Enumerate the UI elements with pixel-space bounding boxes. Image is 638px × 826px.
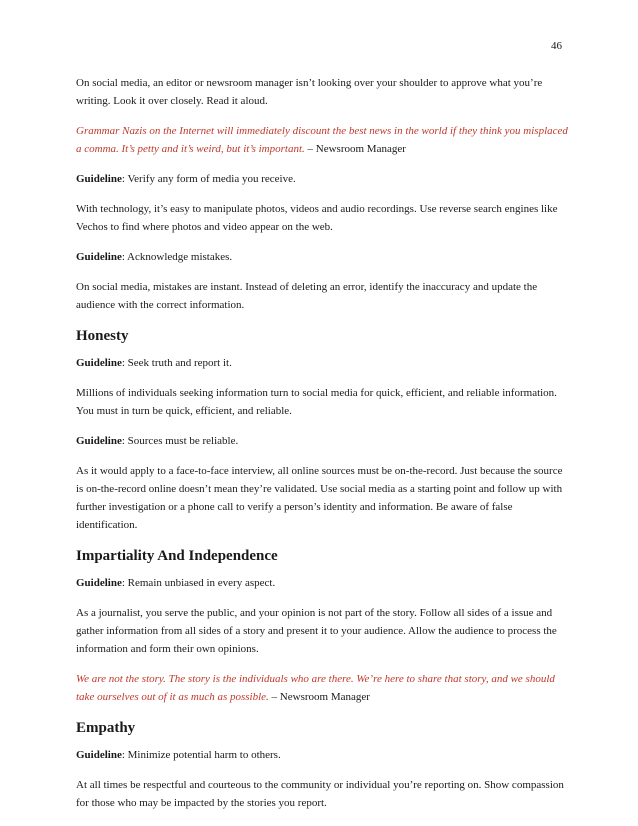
guideline-text: Sources must be reliable. xyxy=(127,435,239,447)
guideline-label: Guideline xyxy=(76,357,122,369)
guideline-acknowledge-mistakes: Guideline: Acknowledge mistakes. xyxy=(76,251,233,263)
page-number: 46 xyxy=(551,40,562,52)
guideline-text: Minimize potential harm to others. xyxy=(127,749,281,761)
paragraph-on-the-record: As it would apply to a face-to-face interview, all online sources must be on-the-record. Just because the source is on-the-record online doesn’t mean they’re validated. Use social media as a starting point and follow up with further investigation or a phone call to verify a person’s identity and information. Be aware of false identification. xyxy=(76,465,563,531)
guideline-reliable-sources: Guideline: Sources must be reliable. xyxy=(76,435,239,447)
guideline-text: Seek truth and report it. xyxy=(127,357,232,369)
quote-not-the-story-attribution: – Newsroom Manager xyxy=(271,691,370,703)
paragraph-review-writing: On social media, an editor or newsroom manager isn’t looking over your shoulder to approve what you’re writing. Look it over closely. Read it aloud. xyxy=(76,77,543,107)
page-content xyxy=(76,74,570,824)
guideline-label: Guideline xyxy=(76,749,122,761)
guideline-verify-media: Guideline: Verify any form of media you receive. xyxy=(76,173,296,185)
guideline-label: Guideline xyxy=(76,577,122,589)
guideline-seek-truth: Guideline: Seek truth and report it. xyxy=(76,357,232,369)
paragraph-millions-individuals: Millions of individuals seeking information turn to social media for quick, efficient, and reliable information. You must in turn be quick, efficient, and reliable. xyxy=(76,387,557,417)
heading-empathy: Empathy xyxy=(76,720,136,736)
quote-grammar-attribution: – Newsroom Manager xyxy=(307,143,406,155)
quote-not-the-story-text: We are not the story. The story is the individuals who are there. We’re here to share that story, and we should take ourselves out of it as much as possible. xyxy=(76,673,555,703)
paragraph-manipulate-media: With technology, it’s easy to manipulate photos, videos and audio recordings. Use reverse search engines like Vechos to find where photos and video appear on the web. xyxy=(76,203,558,233)
quote-not-the-story xyxy=(76,670,570,706)
paragraph-mistakes-instant: On social media, mistakes are instant. Instead of deleting an error, identify the inaccuracy and update the audience with the correct information. xyxy=(76,281,538,311)
heading-impartiality: Impartiality And Independence xyxy=(76,548,278,564)
heading-honesty: Honesty xyxy=(76,328,129,344)
guideline-label: Guideline xyxy=(76,173,122,185)
guideline-text: Remain unbiased in every aspect. xyxy=(127,577,276,589)
quote-grammar xyxy=(76,122,570,158)
guideline-label: Guideline xyxy=(76,435,122,447)
guideline-text: Acknowledge mistakes. xyxy=(127,251,233,263)
paragraph-serve-public: As a journalist, you serve the public, and your opinion is not part of the story. Follow all sides of a issue and gather information from all sides of a story and present it to your audience. Allow the audience to process the information and form their own opinions. xyxy=(76,607,557,655)
paragraph-respectful: At all times be respectful and courteous to the community or individual you’re reporting on. Show compassion for those who may be impacted by the stories you report. xyxy=(76,779,564,809)
guideline-text: Verify any form of media you receive. xyxy=(127,173,296,185)
guideline-minimize-harm: Guideline: Minimize potential harm to others. xyxy=(76,749,281,761)
guideline-remain-unbiased: Guideline: Remain unbiased in every aspect. xyxy=(76,577,276,589)
guideline-label: Guideline xyxy=(76,251,122,263)
quote-grammar-text: Grammar Nazis on the Internet will immediately discount the best news in the world if they think you misplaced a comma. It’s petty and it’s weird, but it’s important. xyxy=(76,125,568,155)
